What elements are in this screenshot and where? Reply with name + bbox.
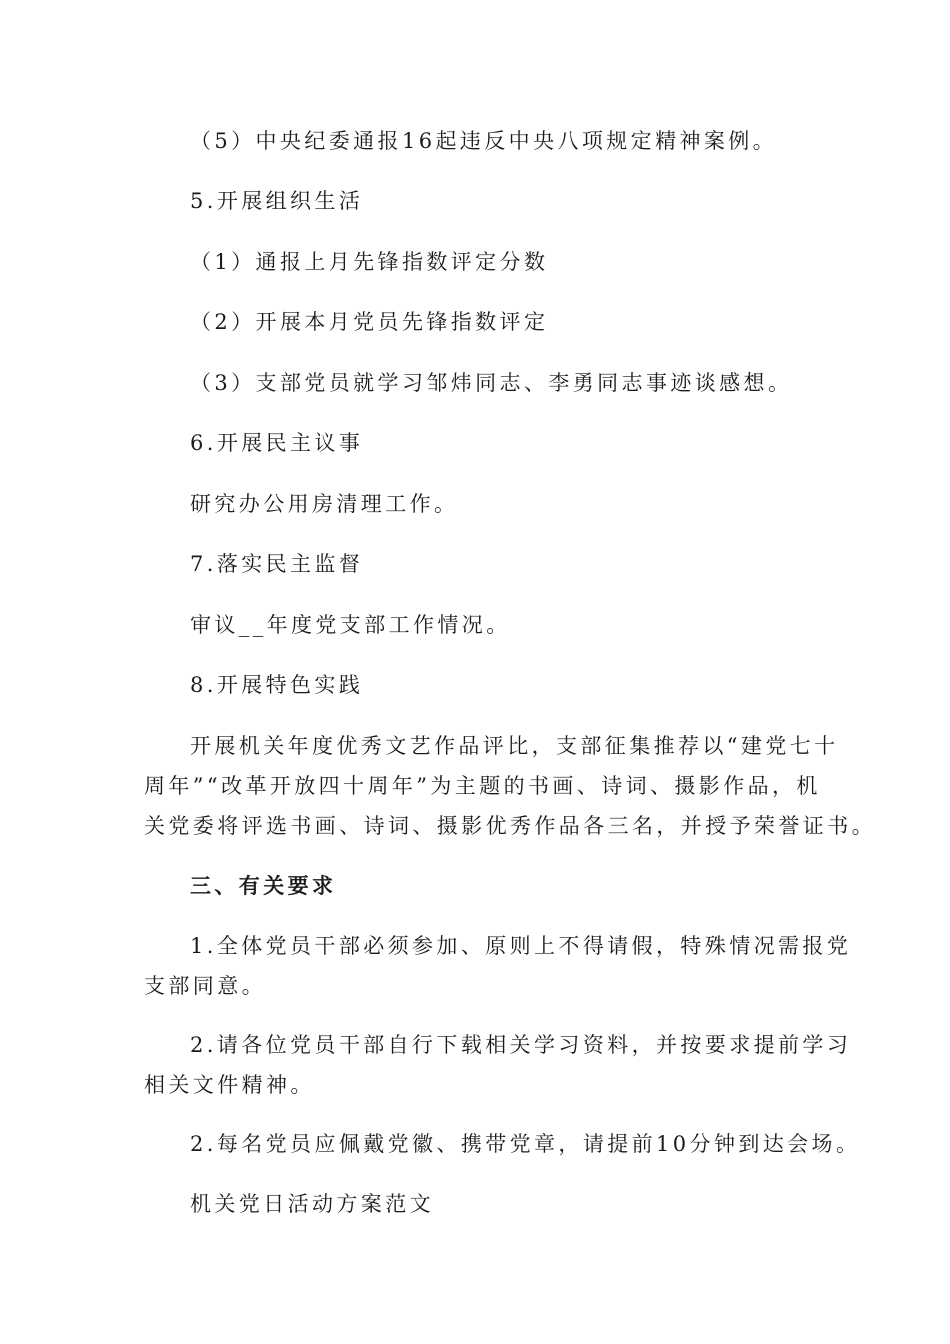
requirement-1-line-2: 支部同意。 [144, 974, 266, 998]
paragraph-annual-review: 审议__年度党支部工作情况。 [190, 613, 511, 637]
list-item-pioneer-evaluation: （2）开展本月党员先锋指数评定 [190, 310, 549, 334]
section-heading-special-practice: 8.开展特色实践 [190, 673, 364, 697]
paragraph-art-competition-line-1: 开展机关年度优秀文艺作品评比，支部征集推荐以“建党七十 [190, 734, 839, 758]
section-heading-democratic-discussion: 6.开展民主议事 [190, 431, 364, 455]
requirement-2-line-1: 2.请各位党员干部自行下载相关学习资料，并按要求提前学习 [190, 1033, 852, 1057]
list-item-study-reflection: （3）支部党员就学习邹炜同志、李勇同志事迹谈感想。 [190, 371, 793, 395]
paragraph-art-competition-line-2: 周年”“改革开放四十周年”为主题的书画、诗词、摄影作品，机 [144, 774, 821, 798]
section-heading-democratic-supervision: 7.落实民主监督 [190, 552, 364, 576]
document-title-next: 机关党日活动方案范文 [190, 1192, 434, 1216]
list-item-pioneer-score: （1）通报上月先锋指数评定分数 [190, 250, 549, 274]
paragraph-art-competition-line-3: 关党委将评选书画、诗词、摄影优秀作品各三名，并授予荣誉证书。 [144, 814, 876, 838]
requirement-2-line-2: 相关文件精神。 [144, 1073, 315, 1097]
section-heading-organization-life: 5.开展组织生活 [190, 189, 364, 213]
requirement-3: 2.每名党员应佩戴党徽、携带党章，请提前10分钟到达会场。 [190, 1132, 861, 1156]
requirement-1-line-1: 1.全体党员干部必须参加、原则上不得请假，特殊情况需报党 [190, 934, 852, 958]
case-report-item: （5）中央纪委通报16起违反中央八项规定精神案例。 [190, 129, 778, 153]
section-heading-requirements: 三、有关要求 [190, 873, 337, 898]
paragraph-office-cleanup: 研究办公用房清理工作。 [190, 492, 459, 516]
